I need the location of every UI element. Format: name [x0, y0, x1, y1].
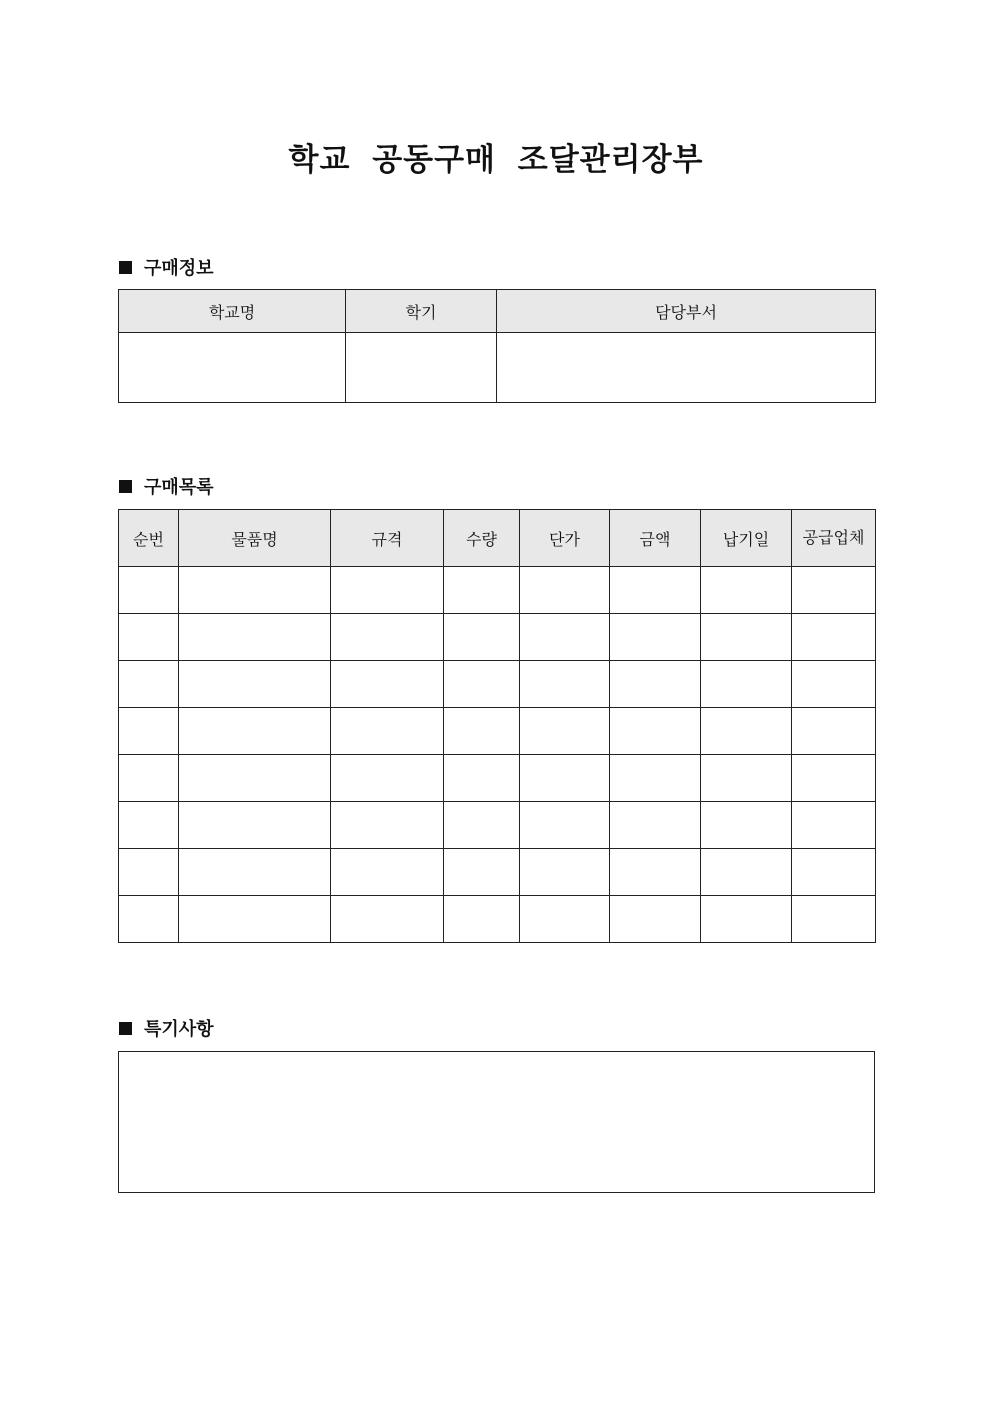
table-cell[interactable]: [792, 661, 876, 708]
table-cell[interactable]: [610, 567, 701, 614]
table-cell[interactable]: [610, 614, 701, 661]
table-cell[interactable]: [444, 614, 520, 661]
department-cell[interactable]: [497, 333, 876, 403]
table-cell[interactable]: [119, 567, 179, 614]
header-item-name: 물품명: [179, 510, 331, 567]
table-row: [119, 708, 876, 755]
table-cell[interactable]: [701, 567, 792, 614]
table-cell[interactable]: [792, 567, 876, 614]
table-cell[interactable]: [444, 567, 520, 614]
table-cell[interactable]: [444, 896, 520, 943]
square-bullet-icon: [119, 1022, 132, 1035]
table-cell[interactable]: [331, 896, 444, 943]
table-cell[interactable]: [444, 708, 520, 755]
square-bullet-icon: [119, 480, 132, 493]
table-cell[interactable]: [331, 849, 444, 896]
table-row: [119, 661, 876, 708]
table-row: [119, 802, 876, 849]
remarks-box[interactable]: [118, 1051, 875, 1193]
header-supplier: 공급업체: [792, 510, 876, 567]
table-cell[interactable]: [701, 755, 792, 802]
purchase-info-table: [118, 289, 876, 403]
semester-cell[interactable]: [346, 333, 497, 403]
table-cell[interactable]: [331, 708, 444, 755]
table-cell[interactable]: [331, 755, 444, 802]
table-row: [119, 567, 876, 614]
table-cell[interactable]: [792, 755, 876, 802]
table-cell[interactable]: [331, 802, 444, 849]
section-label-text: 특기사항: [144, 1019, 214, 1040]
table-cell[interactable]: [520, 802, 610, 849]
header-department: 담당부서: [497, 290, 876, 333]
header-quantity: 수량: [444, 510, 520, 567]
square-bullet-icon: [119, 261, 132, 274]
school-name-cell[interactable]: [119, 333, 346, 403]
section-label-remarks: [119, 1015, 214, 1041]
table-cell[interactable]: [792, 802, 876, 849]
table-cell[interactable]: [444, 802, 520, 849]
table-cell[interactable]: [119, 661, 179, 708]
section-label-purchase-list: [119, 473, 214, 499]
header-delivery-date: 납기일: [701, 510, 792, 567]
table-cell[interactable]: [701, 896, 792, 943]
table-cell[interactable]: [520, 567, 610, 614]
input-row: [119, 333, 876, 403]
table-cell[interactable]: [610, 849, 701, 896]
table-cell[interactable]: [701, 802, 792, 849]
table-cell[interactable]: [331, 661, 444, 708]
table-cell[interactable]: [179, 708, 331, 755]
table-cell[interactable]: [331, 614, 444, 661]
table-cell[interactable]: [520, 614, 610, 661]
section-label-text: 구매목록: [144, 477, 214, 498]
table-cell[interactable]: [119, 708, 179, 755]
table-cell[interactable]: [444, 661, 520, 708]
table-cell[interactable]: [610, 802, 701, 849]
table-cell[interactable]: [119, 614, 179, 661]
header-row: [119, 290, 876, 333]
header-amount: 금액: [610, 510, 701, 567]
document-title: 학교 공동구매 조달관리장부: [288, 142, 704, 178]
table-cell[interactable]: [444, 755, 520, 802]
table-cell[interactable]: [792, 849, 876, 896]
table-cell[interactable]: [792, 614, 876, 661]
table-row: [119, 755, 876, 802]
header-school-name: 학교명: [119, 290, 346, 333]
table-cell[interactable]: [610, 661, 701, 708]
header-unit-price: 단가: [520, 510, 610, 567]
table-cell[interactable]: [119, 802, 179, 849]
table-cell[interactable]: [610, 896, 701, 943]
table-cell[interactable]: [520, 896, 610, 943]
table-cell[interactable]: [119, 849, 179, 896]
table-cell[interactable]: [179, 567, 331, 614]
table-cell[interactable]: [520, 708, 610, 755]
table-cell[interactable]: [610, 755, 701, 802]
table-row: [119, 896, 876, 943]
table-cell[interactable]: [520, 755, 610, 802]
table-cell[interactable]: [179, 849, 331, 896]
table-cell[interactable]: [792, 708, 876, 755]
header-row: [119, 510, 876, 567]
header-semester: 학기: [346, 290, 497, 333]
table-cell[interactable]: [701, 614, 792, 661]
section-label-purchase-info: [119, 254, 214, 280]
table-cell[interactable]: [701, 849, 792, 896]
table-cell[interactable]: [179, 896, 331, 943]
table-cell[interactable]: [701, 661, 792, 708]
section-label-text: 구매정보: [144, 258, 214, 279]
table-cell[interactable]: [444, 849, 520, 896]
table-cell[interactable]: [119, 896, 179, 943]
table-cell[interactable]: [610, 708, 701, 755]
table-row: [119, 849, 876, 896]
table-cell[interactable]: [520, 661, 610, 708]
purchase-list-table: [118, 509, 876, 943]
table-cell[interactable]: [179, 661, 331, 708]
table-row: [119, 614, 876, 661]
table-cell[interactable]: [179, 802, 331, 849]
table-cell[interactable]: [119, 755, 179, 802]
table-cell[interactable]: [792, 896, 876, 943]
header-number: 순번: [119, 510, 179, 567]
table-cell[interactable]: [701, 708, 792, 755]
table-cell[interactable]: [331, 567, 444, 614]
table-cell[interactable]: [179, 755, 331, 802]
table-cell[interactable]: [179, 614, 331, 661]
table-cell[interactable]: [520, 849, 610, 896]
header-spec: 규격: [331, 510, 444, 567]
